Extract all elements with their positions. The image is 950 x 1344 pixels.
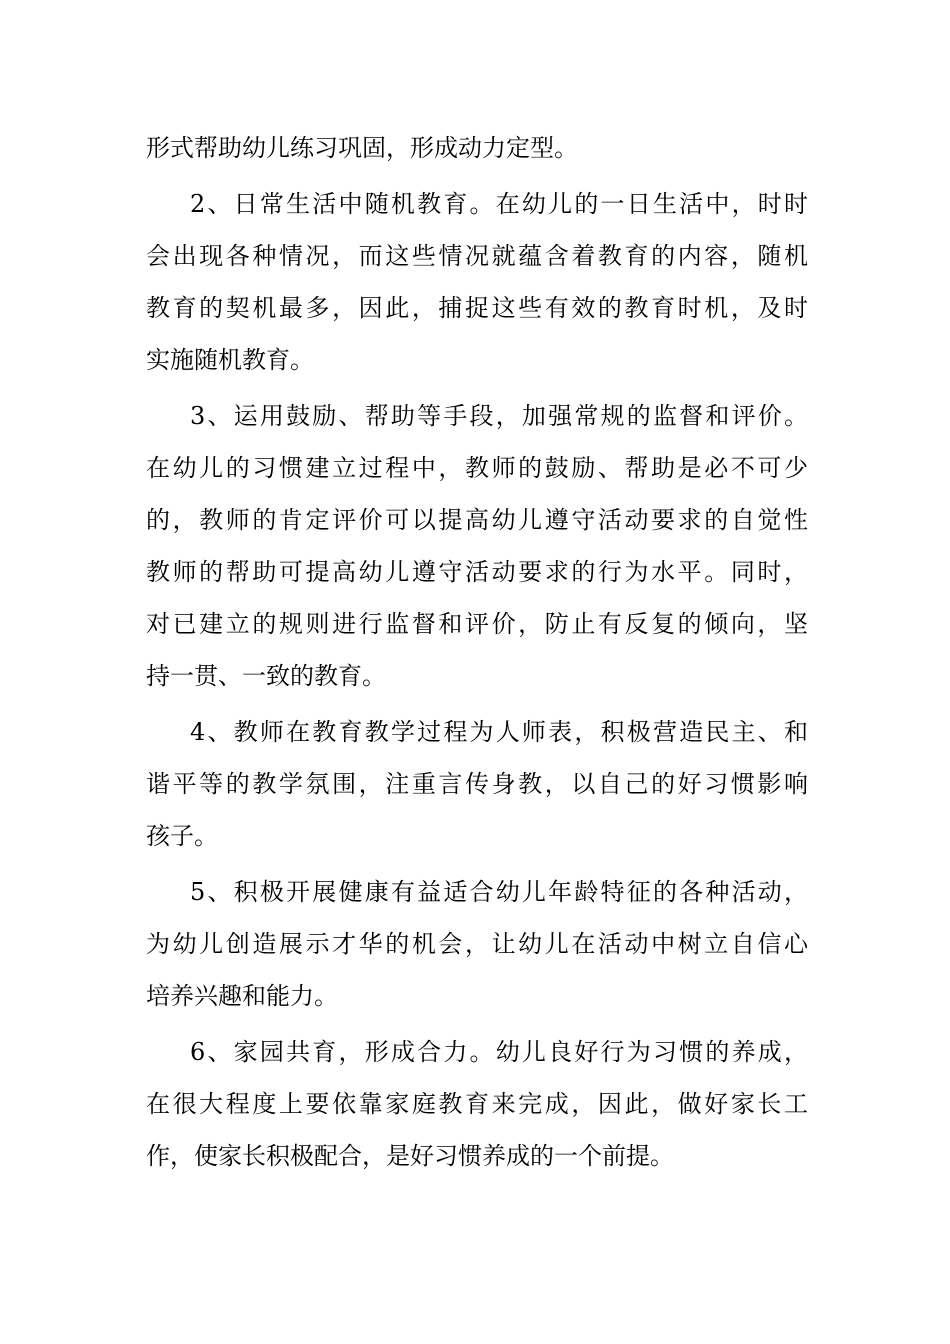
paragraph-6-line-2: 在很大程度上要依靠家庭教育来完成，因此，做好家长工 bbox=[146, 1090, 808, 1118]
paragraph-2-line-1: 2、日常生活中随机教育。在幼儿的一日生活中，时时 bbox=[190, 190, 808, 218]
paragraph-5-line-2: 为幼儿创造展示才华的机会，让幼儿在活动中树立自信心 bbox=[146, 930, 808, 958]
paragraph-5-line-1: 5、积极开展健康有益适合幼儿年龄特征的各种活动， bbox=[190, 878, 808, 906]
paragraph-3-line-5: 对已建立的规则进行监督和评价，防止有反复的倾向，坚 bbox=[146, 610, 808, 638]
paragraph-6-line-3: 作，使家长积极配合，是好习惯养成的一个前提。 bbox=[146, 1142, 674, 1170]
paragraph-5-line-3: 培养兴趣和能力。 bbox=[146, 982, 338, 1010]
paragraph-3-line-1: 3、运用鼓励、帮助等手段，加强常规的监督和评价。 bbox=[190, 402, 808, 430]
paragraph-2-line-3: 教育的契机最多，因此，捕捉这些有效的教育时机，及时 bbox=[146, 294, 808, 322]
paragraph-6-line-1: 6、家园共育，形成合力。幼儿良好行为习惯的养成， bbox=[190, 1038, 808, 1066]
paragraph-4-line-3: 孩子。 bbox=[146, 822, 218, 850]
paragraph-3-line-3: 的，教师的肯定评价可以提高幼儿遵守活动要求的自觉性 bbox=[146, 506, 808, 534]
paragraph-4-line-2: 谐平等的教学氛围，注重言传身教，以自己的好习惯影响 bbox=[146, 770, 808, 798]
document-body bbox=[146, 122, 808, 1182]
paragraph-4-line-1: 4、教师在教育教学过程为人师表，积极营造民主、和 bbox=[190, 718, 808, 746]
paragraph-3-line-2: 在幼儿的习惯建立过程中，教师的鼓励、帮助是必不可少 bbox=[146, 454, 808, 482]
paragraph-2-line-4: 实施随机教育。 bbox=[146, 346, 314, 374]
paragraph-1-line-1: 形式帮助幼儿练习巩固，形成动力定型。 bbox=[146, 134, 578, 162]
paragraph-3-line-6: 持一贯、一致的教育。 bbox=[146, 662, 386, 690]
paragraph-3-line-4: 教师的帮助可提高幼儿遵守活动要求的行为水平。同时， bbox=[146, 558, 808, 586]
paragraph-2-line-2: 会出现各种情况，而这些情况就蕴含着教育的内容，随机 bbox=[146, 242, 808, 270]
